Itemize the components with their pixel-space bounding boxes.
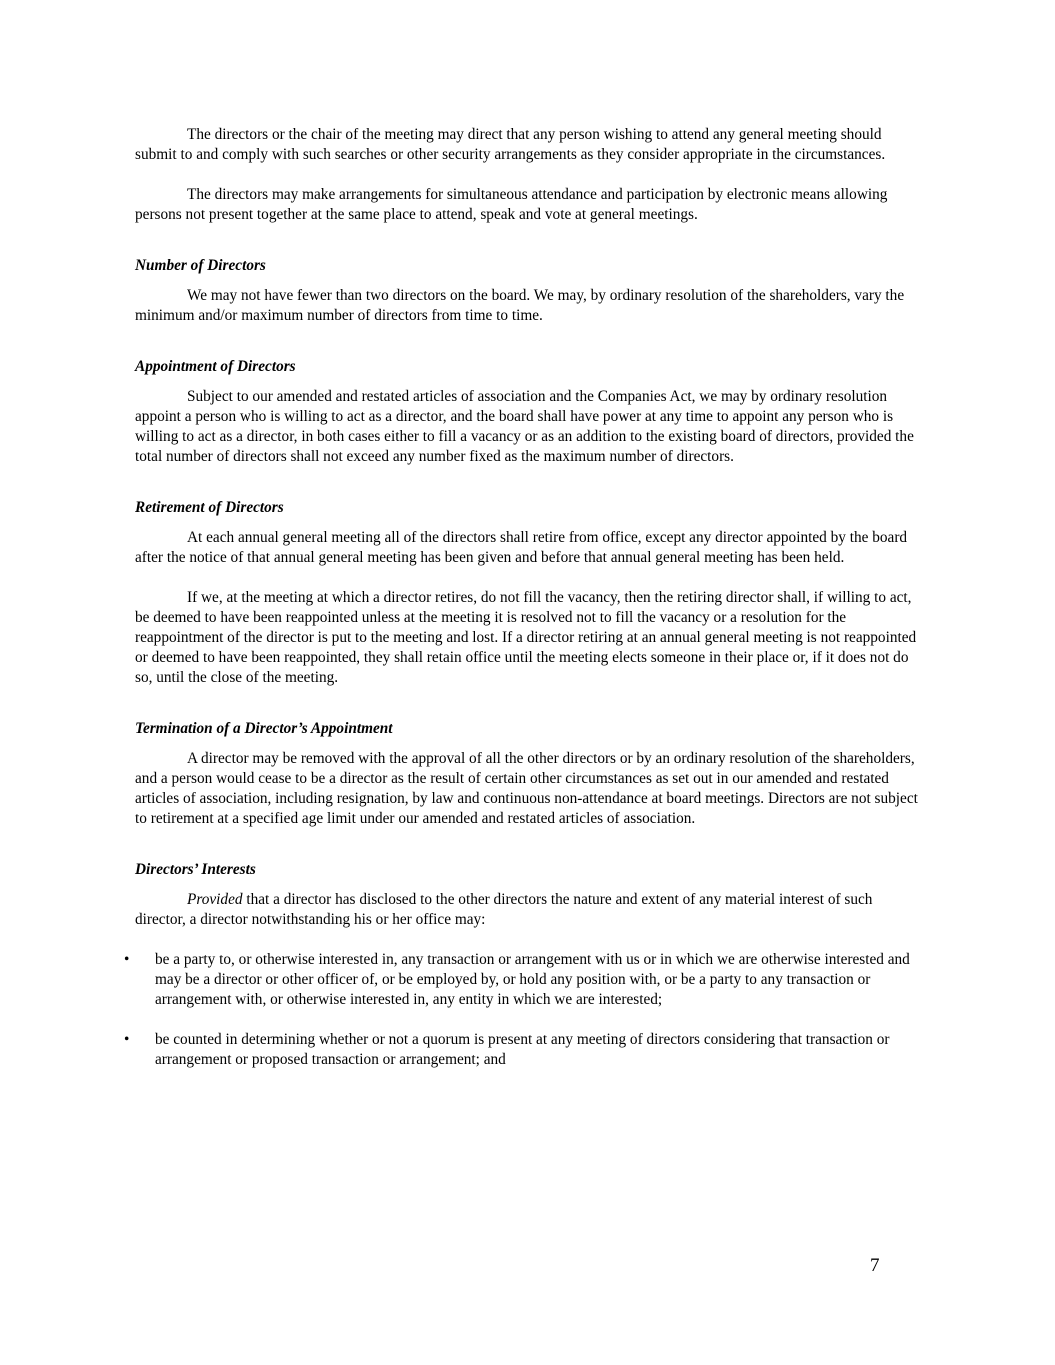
heading-termination: Termination of a Director’s Appointment xyxy=(135,720,393,737)
provided-italic: Provided xyxy=(187,891,243,908)
document-page xyxy=(124,125,920,1070)
paragraph-appointment-of-directors: Subject to our amended and restated articles of association and the Companies Act, we may by ordinary resolution appoint a person who is willing to act as a director, and the board shall have power at any time to appoint any person who is willing to act as a director, in both cases either to fill a vacancy or as an addition to the existing board of directors, provided the total number of directors shall not exceed any number fixed as the maximum number of directors. xyxy=(135,388,914,465)
heading-number-of-directors: Number of Directors xyxy=(135,257,266,274)
paragraph-electronic-attendance: The directors may make arrangements for simultaneous attendance and participation by electronic means allowing persons not present together at the same place to attend, speak and vote at general meetings. xyxy=(135,186,888,223)
paragraph-termination: A director may be removed with the approval of all the other directors or by an ordinary resolution of the shareholders, and a person would cease to be a director as the result of certain other circumstances as set out in our amended and restated articles of association, including resignation, by law and continuous non-attendance at board meetings. Directors are not subject to retirement at a specified age limit under our amended and restated articles of association. xyxy=(135,750,918,827)
heading-appointment-of-directors: Appointment of Directors xyxy=(135,358,296,375)
paragraph-retirement-2: If we, at the meeting at which a director retires, do not fill the vacancy, then the retiring director shall, if willing to act, be deemed to have been reappointed unless at the meeting it is resolved not to fill the vacancy or a resolution for the reappointment of the director is put to the meeting and lost. If a director retiring at an annual general meeting is not reappointed or deemed to have been reappointed, they shall retain office until the meeting elects someone in their place or, if it does not do so, until the close of the meeting. xyxy=(135,589,917,686)
list-item xyxy=(124,950,920,1010)
paragraph-security-arrangements: The directors or the chair of the meeting may direct that any person wishing to attend any general meeting should submit to and comply with such searches or other security arrangements as they consider appropriate in the circumstances. xyxy=(135,126,886,163)
bullet-icon: • xyxy=(124,951,130,968)
interests-bullet-list xyxy=(124,950,920,1070)
paragraph-directors-interests xyxy=(135,890,920,930)
paragraph-number-of-directors: We may not have fewer than two directors on the board. We may, by ordinary resolution of the shareholders, vary the minimum and/or maximum number of directors from time to time. xyxy=(135,287,905,324)
bullet-text: be counted in determining whether or not a quorum is present at any meeting of directors considering that transaction or arrangement or proposed transaction or arrangement; and xyxy=(155,1031,890,1068)
list-item xyxy=(124,1030,920,1070)
interests-lead-text: that a director has disclosed to the other directors the nature and extent of any material interest of such director, a director notwithstanding his or her office may: xyxy=(135,891,873,928)
heading-retirement-of-directors: Retirement of Directors xyxy=(135,499,284,516)
bullet-icon: • xyxy=(124,1031,130,1048)
bullet-text: be a party to, or otherwise interested in, any transaction or arrangement with us or in which we are otherwise interested and may be a director or other officer of, or be employed by, or hold any position with, or be a party to any transaction or arrangement with, or otherwise interested in, any entity in which we are interested; xyxy=(155,951,910,1008)
heading-directors-interests: Directors’ Interests xyxy=(135,861,256,878)
page-number: 7 xyxy=(870,1255,880,1276)
paragraph-retirement-1: At each annual general meeting all of the directors shall retire from office, except any director appointed by the board after the notice of that annual general meeting has been given and before that annual general meeting has been held. xyxy=(135,529,908,566)
